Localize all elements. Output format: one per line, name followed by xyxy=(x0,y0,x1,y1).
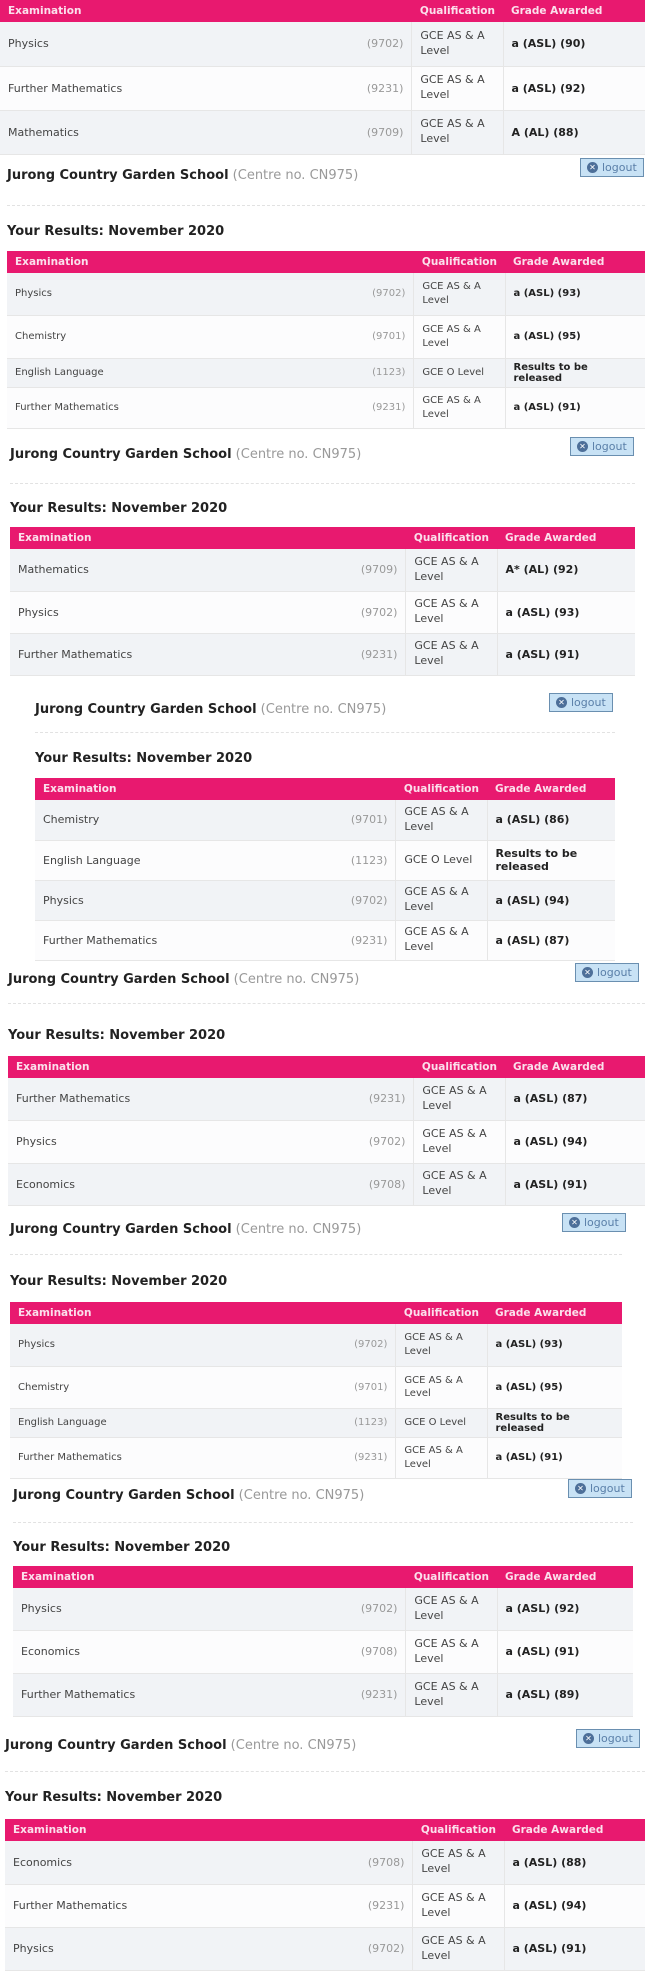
exam-name: Physics xyxy=(7,273,364,315)
grade-awarded: Results to be released xyxy=(505,358,645,387)
school-heading xyxy=(35,702,386,717)
column-header-grade: Grade Awarded xyxy=(497,1566,633,1588)
syllabus-code: (9231) xyxy=(343,920,396,960)
column-header-grade: Grade Awarded xyxy=(487,1302,622,1324)
school-name: Jurong Country Garden School xyxy=(35,702,257,717)
syllabus-code: (1123) xyxy=(343,840,396,880)
syllabus-code: (9701) xyxy=(343,800,396,840)
exam-name: Chemistry xyxy=(35,800,343,840)
logout-label: logout xyxy=(584,1216,619,1229)
exam-name: Further Mathematics xyxy=(10,1437,346,1478)
exam-name: Physics xyxy=(5,1927,360,1970)
centre-number: (Centre no. CN975) xyxy=(260,702,387,717)
table-row xyxy=(10,1366,622,1408)
syllabus-code: (1123) xyxy=(346,1408,396,1437)
close-circle-icon: ✕ xyxy=(583,1733,594,1744)
table-row xyxy=(7,273,645,315)
school-name: Jurong Country Garden School xyxy=(5,1738,227,1753)
centre-number: (Centre no. CN975) xyxy=(232,168,359,183)
qualification: GCE AS & A Level xyxy=(412,22,503,66)
syllabus-code: (9231) xyxy=(364,387,414,428)
table-row xyxy=(8,1120,645,1163)
grade-awarded: a (ASL) (94) xyxy=(504,1884,645,1927)
grade-awarded: a (ASL) (91) xyxy=(505,387,645,428)
table-row xyxy=(7,358,645,387)
grade-awarded: a (ASL) (90) xyxy=(503,22,645,66)
exam-name: Chemistry xyxy=(10,1366,346,1408)
table-row xyxy=(10,633,635,675)
table-row xyxy=(8,1163,645,1205)
qualification: GCE AS & A Level xyxy=(406,1673,497,1716)
exam-name: Further Mathematics xyxy=(5,1884,360,1927)
grade-awarded: a (ASL) (95) xyxy=(487,1366,622,1408)
column-header-grade: Grade Awarded xyxy=(497,527,635,549)
qualification: GCE AS & A Level xyxy=(396,1366,487,1408)
exam-name: Mathematics xyxy=(0,110,359,154)
header-row xyxy=(13,1566,633,1588)
centre-number: (Centre no. CN975) xyxy=(235,1222,362,1237)
grade-awarded: a (ASL) (95) xyxy=(505,315,645,358)
table-row xyxy=(8,1078,645,1120)
table-row xyxy=(10,1324,622,1366)
column-header-grade: Grade Awarded xyxy=(505,1056,645,1078)
table-row xyxy=(13,1588,633,1630)
exam-name: Further Mathematics xyxy=(0,66,359,110)
logout-label: logout xyxy=(592,440,627,453)
exam-name: Chemistry xyxy=(7,315,364,358)
grade-awarded: A* (AL) (92) xyxy=(497,549,635,591)
logout-button[interactable] xyxy=(549,693,613,712)
exam-name: Further Mathematics xyxy=(7,387,364,428)
syllabus-code: (9231) xyxy=(359,66,412,110)
exam-name: Physics xyxy=(10,1324,346,1366)
header-row xyxy=(35,778,615,800)
results-title: Your Results: November 2020 xyxy=(10,1274,228,1289)
school-heading xyxy=(10,1222,361,1237)
divider xyxy=(8,1003,645,1004)
centre-number: (Centre no. CN975) xyxy=(235,447,362,462)
exam-name: Further Mathematics xyxy=(13,1673,353,1716)
exam-name: Further Mathematics xyxy=(10,633,353,675)
qualification: GCE AS & A Level xyxy=(406,591,497,633)
column-header-examination: Examination xyxy=(10,1302,396,1324)
column-header-examination: Examination xyxy=(8,1056,414,1078)
close-circle-icon: ✕ xyxy=(556,697,567,708)
school-name: Jurong Country Garden School xyxy=(8,972,230,987)
grade-awarded: a (ASL) (89) xyxy=(497,1673,633,1716)
grade-awarded: a (ASL) (93) xyxy=(505,273,645,315)
results-table xyxy=(10,1302,622,1479)
results-table xyxy=(7,251,645,429)
qualification: GCE AS & A Level xyxy=(413,1927,504,1970)
exam-name: Economics xyxy=(5,1841,360,1884)
qualification: GCE AS & A Level xyxy=(414,273,505,315)
qualification: GCE AS & A Level xyxy=(396,800,487,840)
syllabus-code: (9231) xyxy=(353,1673,406,1716)
results-table xyxy=(10,527,635,676)
table-row xyxy=(5,1927,645,1970)
syllabus-code: (9702) xyxy=(353,591,406,633)
grade-awarded: a (ASL) (94) xyxy=(487,880,615,920)
syllabus-code: (9231) xyxy=(360,1884,413,1927)
results-title: Your Results: November 2020 xyxy=(7,224,225,239)
qualification: GCE AS & A Level xyxy=(406,1588,497,1630)
centre-number: (Centre no. CN975) xyxy=(238,1488,365,1503)
grade-awarded: A (AL) (88) xyxy=(503,110,645,154)
divider xyxy=(13,1522,633,1523)
results-title: Your Results: November 2020 xyxy=(13,1540,231,1555)
qualification: GCE AS & A Level xyxy=(413,1884,504,1927)
syllabus-code: (9702) xyxy=(364,273,414,315)
column-header-qualification: Qualification xyxy=(412,0,503,22)
qualification: GCE O Level xyxy=(396,1408,487,1437)
results-table xyxy=(35,778,615,961)
grade-awarded: a (ASL) (94) xyxy=(505,1120,645,1163)
table-row xyxy=(5,1884,645,1927)
grade-awarded: Results to be released xyxy=(487,840,615,880)
syllabus-code: (9701) xyxy=(346,1366,396,1408)
centre-number: (Centre no. CN975) xyxy=(230,1738,357,1753)
exam-name: Physics xyxy=(35,880,343,920)
logout-button[interactable] xyxy=(576,1729,640,1748)
logout-button[interactable] xyxy=(575,963,639,982)
column-header-examination: Examination xyxy=(10,527,406,549)
logout-label: logout xyxy=(590,1482,625,1495)
table-row xyxy=(10,1437,622,1478)
school-name: Jurong Country Garden School xyxy=(13,1488,235,1503)
table-row xyxy=(7,315,645,358)
qualification: GCE AS & A Level xyxy=(414,1120,505,1163)
grade-awarded: a (ASL) (91) xyxy=(505,1163,645,1205)
results-table xyxy=(8,1056,645,1206)
logout-button[interactable] xyxy=(562,1213,626,1232)
exam-name: Economics xyxy=(13,1630,353,1673)
column-header-grade: Grade Awarded xyxy=(503,0,645,22)
qualification: GCE AS & A Level xyxy=(406,549,497,591)
divider xyxy=(10,1254,622,1255)
column-header-grade: Grade Awarded xyxy=(504,1819,645,1841)
exam-name: Physics xyxy=(13,1588,353,1630)
qualification: GCE AS & A Level xyxy=(414,387,505,428)
exam-name: Mathematics xyxy=(10,549,353,591)
column-header-qualification: Qualification xyxy=(396,778,487,800)
column-header-grade: Grade Awarded xyxy=(487,778,615,800)
syllabus-code: (9702) xyxy=(361,1120,414,1163)
column-header-grade: Grade Awarded xyxy=(505,251,645,273)
school-heading xyxy=(13,1488,364,1503)
exam-name: Physics xyxy=(10,591,353,633)
table-row xyxy=(10,1408,622,1437)
table-row xyxy=(10,591,635,633)
grade-awarded: a (ASL) (91) xyxy=(504,1927,645,1970)
grade-awarded: a (ASL) (87) xyxy=(487,920,615,960)
school-heading xyxy=(10,447,361,462)
table-row xyxy=(7,387,645,428)
divider xyxy=(7,205,645,206)
school-heading xyxy=(5,1738,356,1753)
grade-awarded: a (ASL) (93) xyxy=(497,591,635,633)
table-row xyxy=(13,1673,633,1716)
syllabus-code: (9708) xyxy=(353,1630,406,1673)
column-header-examination: Examination xyxy=(0,0,412,22)
grade-awarded: a (ASL) (92) xyxy=(497,1588,633,1630)
school-name: Jurong Country Garden School xyxy=(7,168,229,183)
school-heading xyxy=(8,972,359,987)
column-header-qualification: Qualification xyxy=(413,1819,504,1841)
exam-name: Further Mathematics xyxy=(8,1078,361,1120)
results-table xyxy=(0,0,645,155)
divider xyxy=(5,1771,645,1772)
syllabus-code: (9701) xyxy=(364,315,414,358)
results-title: Your Results: November 2020 xyxy=(35,751,253,766)
table-row xyxy=(35,880,615,920)
close-circle-icon: ✕ xyxy=(587,162,598,173)
qualification: GCE AS & A Level xyxy=(396,1324,487,1366)
divider xyxy=(10,483,635,484)
results-table xyxy=(13,1566,633,1717)
qualification: GCE O Level xyxy=(396,840,487,880)
header-row xyxy=(7,251,645,273)
column-header-examination: Examination xyxy=(35,778,396,800)
table-row xyxy=(5,1841,645,1884)
table-row xyxy=(13,1630,633,1673)
syllabus-code: (9231) xyxy=(346,1437,396,1478)
grade-awarded: a (ASL) (87) xyxy=(505,1078,645,1120)
table-row xyxy=(0,66,645,110)
results-title: Your Results: November 2020 xyxy=(5,1790,223,1805)
grade-awarded: a (ASL) (91) xyxy=(497,633,635,675)
qualification: GCE AS & A Level xyxy=(413,1841,504,1884)
grade-awarded: a (ASL) (88) xyxy=(504,1841,645,1884)
qualification: GCE AS & A Level xyxy=(396,920,487,960)
exam-name: Physics xyxy=(0,22,359,66)
syllabus-code: (9702) xyxy=(353,1588,406,1630)
grade-awarded: Results to be released xyxy=(487,1408,622,1437)
header-row xyxy=(5,1819,645,1841)
grade-awarded: a (ASL) (92) xyxy=(503,66,645,110)
header-row xyxy=(10,1302,622,1324)
logout-button[interactable] xyxy=(570,437,634,456)
syllabus-code: (9231) xyxy=(353,633,406,675)
centre-number: (Centre no. CN975) xyxy=(233,972,360,987)
qualification: GCE AS & A Level xyxy=(406,1630,497,1673)
column-header-qualification: Qualification xyxy=(414,251,505,273)
qualification: GCE AS & A Level xyxy=(414,1078,505,1120)
syllabus-code: (9702) xyxy=(359,22,412,66)
qualification: GCE AS & A Level xyxy=(414,1163,505,1205)
table-row xyxy=(0,110,645,154)
logout-label: logout xyxy=(571,696,606,709)
grade-awarded: a (ASL) (91) xyxy=(497,1630,633,1673)
logout-label: logout xyxy=(598,1732,633,1745)
header-row xyxy=(10,527,635,549)
results-title: Your Results: November 2020 xyxy=(10,501,228,516)
syllabus-code: (9231) xyxy=(361,1078,414,1120)
close-circle-icon: ✕ xyxy=(577,441,588,452)
qualification: GCE AS & A Level xyxy=(414,315,505,358)
close-circle-icon: ✕ xyxy=(575,1483,586,1494)
close-circle-icon: ✕ xyxy=(569,1217,580,1228)
exam-name: English Language xyxy=(35,840,343,880)
school-heading xyxy=(7,168,358,183)
exam-name: English Language xyxy=(10,1408,346,1437)
header-row xyxy=(8,1056,645,1078)
results-table xyxy=(5,1819,645,1971)
column-header-qualification: Qualification xyxy=(406,1566,497,1588)
grade-awarded: a (ASL) (93) xyxy=(487,1324,622,1366)
logout-label: logout xyxy=(597,966,632,979)
syllabus-code: (9709) xyxy=(353,549,406,591)
column-header-examination: Examination xyxy=(13,1566,406,1588)
qualification: GCE AS & A Level xyxy=(396,1437,487,1478)
qualification: GCE AS & A Level xyxy=(406,633,497,675)
table-row xyxy=(35,920,615,960)
qualification: GCE AS & A Level xyxy=(412,110,503,154)
logout-label: logout xyxy=(602,161,637,174)
syllabus-code: (9702) xyxy=(343,880,396,920)
exam-name: Physics xyxy=(8,1120,361,1163)
grade-awarded: a (ASL) (91) xyxy=(487,1437,622,1478)
close-circle-icon: ✕ xyxy=(582,967,593,978)
column-header-qualification: Qualification xyxy=(414,1056,505,1078)
qualification: GCE AS & A Level xyxy=(412,66,503,110)
results-title: Your Results: November 2020 xyxy=(8,1028,226,1043)
table-row xyxy=(10,549,635,591)
table-row xyxy=(0,22,645,66)
column-header-examination: Examination xyxy=(7,251,414,273)
school-name: Jurong Country Garden School xyxy=(10,447,232,462)
syllabus-code: (1123) xyxy=(364,358,414,387)
column-header-qualification: Qualification xyxy=(396,1302,487,1324)
syllabus-code: (9708) xyxy=(360,1841,413,1884)
qualification: GCE AS & A Level xyxy=(396,880,487,920)
divider xyxy=(35,732,615,733)
logout-button[interactable] xyxy=(580,158,644,177)
syllabus-code: (9702) xyxy=(360,1927,413,1970)
exam-name: Further Mathematics xyxy=(35,920,343,960)
exam-name: English Language xyxy=(7,358,364,387)
table-row xyxy=(35,840,615,880)
syllabus-code: (9708) xyxy=(361,1163,414,1205)
header-row xyxy=(0,0,645,22)
school-name: Jurong Country Garden School xyxy=(10,1222,232,1237)
logout-button[interactable] xyxy=(568,1479,632,1498)
table-row xyxy=(35,800,615,840)
column-header-qualification: Qualification xyxy=(406,527,497,549)
qualification: GCE O Level xyxy=(414,358,505,387)
syllabus-code: (9709) xyxy=(359,110,412,154)
syllabus-code: (9702) xyxy=(346,1324,396,1366)
exam-name: Economics xyxy=(8,1163,361,1205)
column-header-examination: Examination xyxy=(5,1819,413,1841)
grade-awarded: a (ASL) (86) xyxy=(487,800,615,840)
